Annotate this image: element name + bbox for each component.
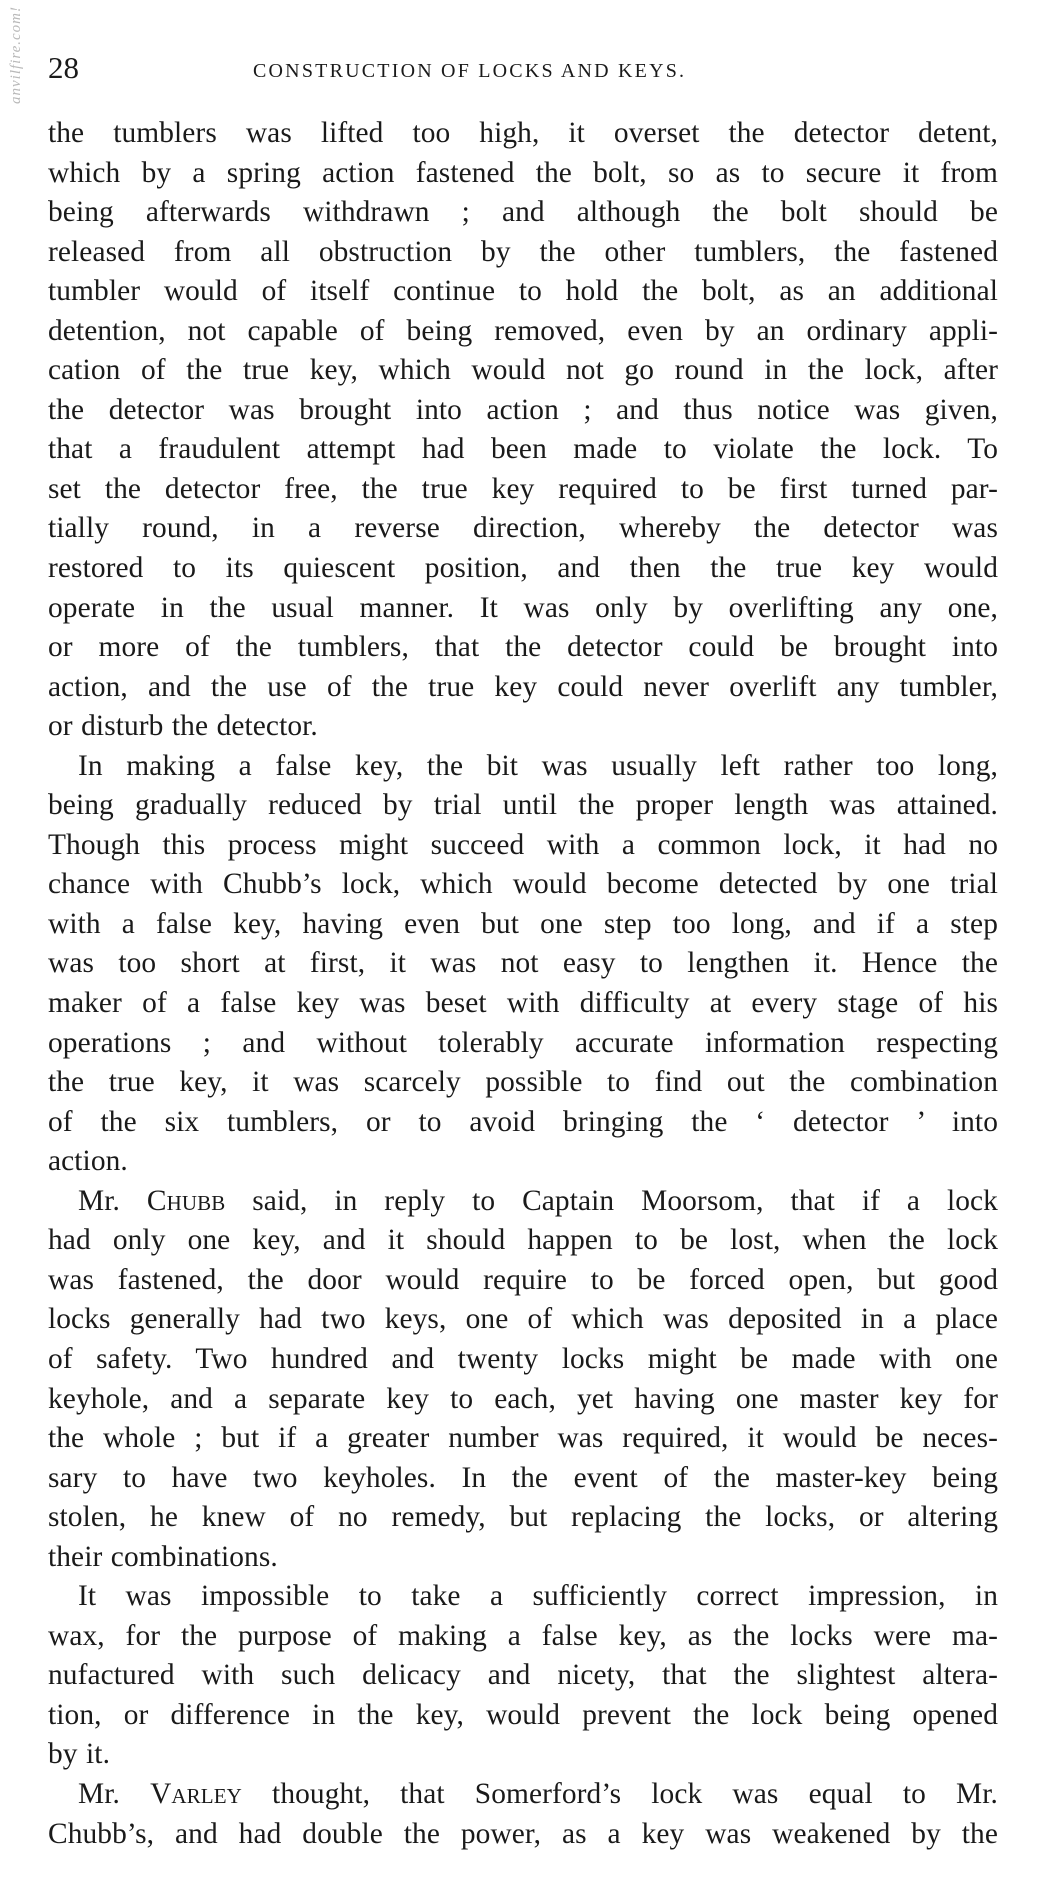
text-line: stolen, he knew of no remedy, but replacing the locks, or altering [48,1501,998,1534]
text-line: of the six tumblers, or to avoid bringing the ‘ detector ’ into [48,1105,998,1138]
text-line: action, and the use of the true key could never overlift any tumbler, [48,670,998,703]
text-line: In making a false key, the bit was usually left rather too long, [78,749,998,782]
text-line: was fastened, the door would require to be forced open, but good [48,1263,998,1296]
text-line: of safety. Two hundred and twenty locks might be made with one [48,1342,998,1375]
text-line: tion, or difference in the key, would prevent the lock being opened [48,1698,998,1731]
text-line: released from all obstruction by the other tumblers, the fastened [48,235,998,268]
paragraph-2 [48,747,998,1182]
page-number: 28 [48,50,79,85]
text-line: the true key, it was scarcely possible to find out the combination [48,1066,998,1099]
first-line-rest: said, in reply to Captain Moorsom, that if a lock [225,1184,998,1217]
speaker-prefix: Mr. [78,1184,147,1217]
text-line: was too short at first, it was not easy to lengthen it. Hence the [48,947,998,980]
paragraph-4 [48,1577,998,1775]
text-line: keyhole, and a separate key to each, yet having one master key for [48,1382,998,1415]
paragraph-5 [48,1775,998,1854]
text-line: the detector was brought into action ; and thus notice was given, [48,393,998,426]
text-line: maker of a false key was beset with difficulty at every stage of his [48,987,998,1020]
paragraph-1 [48,114,998,747]
watermark: anvilfire.com! [8,6,24,105]
page-header [48,50,998,90]
body-text [48,114,998,1854]
speaker-name: Varley [150,1777,242,1810]
text-line: nufactured with such delicacy and nicety, that the slightest altera- [48,1659,998,1692]
text-line: or more of the tumblers, that the detector could be brought into [48,631,998,664]
first-line-rest: thought, that Somerford’s lock was equal to Mr. [241,1777,998,1810]
text-line: Chubb’s, and had double the power, as a key was weakened by the [48,1817,998,1850]
text-line: tially round, in a reverse direction, whereby the detector was [48,512,998,545]
paragraph-3 [48,1182,998,1577]
text-line [48,1182,998,1222]
text-line: being afterwards withdrawn ; and although the bolt should be [48,196,998,229]
text-line: their combinations. [48,1540,278,1573]
text-line: restored to its quiescent position, and then the true key would [48,552,998,585]
text-line: operate in the usual manner. It was only by overlifting any one, [48,591,998,624]
speaker-name: Chubb [146,1184,226,1217]
text-line: which by a spring action fastened the bolt, so as to secure it from [48,156,998,189]
text-line: tumbler would of itself continue to hold the bolt, as an additional [48,275,998,308]
text-line: wax, for the purpose of making a false key, as the locks were ma- [48,1619,998,1652]
text-line: cation of the true key, which would not go round in the lock, after [48,354,998,387]
text-line: operations ; and without tolerably accurate information respecting [48,1026,998,1059]
text-line: or disturb the detector. [48,710,318,743]
text-line: chance with Chubb’s lock, which would become detected by one trial [48,868,998,901]
text-line: Though this process might succeed with a common lock, it had no [48,828,998,861]
text-line: by it. [48,1738,111,1771]
text-line: It was impossible to take a sufficiently correct impression, in [78,1580,998,1613]
text-line: locks generally had two keys, one of which was deposited in a place [48,1303,998,1336]
text-line: being gradually reduced by trial until the proper length was attained. [48,789,998,822]
running-head: CONSTRUCTION OF LOCKS AND KEYS. [253,60,687,82]
text-line: with a false key, having even but one step too long, and if a step [48,907,998,940]
text-line [48,1775,998,1815]
text-line: sary to have two keyholes. In the event of the master-key being [48,1461,998,1494]
text-line: had only one key, and it should happen to be lost, when the lock [48,1224,998,1257]
text-line: detention, not capable of being removed, even by an ordinary appli- [48,314,998,347]
text-line: set the detector free, the true key required to be first turned par- [48,472,998,505]
text-line: that a fraudulent attempt had been made to violate the lock. To [48,433,998,466]
text-line: action. [48,1145,128,1178]
text-line: the whole ; but if a greater number was required, it would be neces- [48,1422,998,1455]
text-line: the tumblers was lifted too high, it overset the detector detent, [48,117,998,149]
speaker-prefix: Mr. [78,1777,151,1810]
